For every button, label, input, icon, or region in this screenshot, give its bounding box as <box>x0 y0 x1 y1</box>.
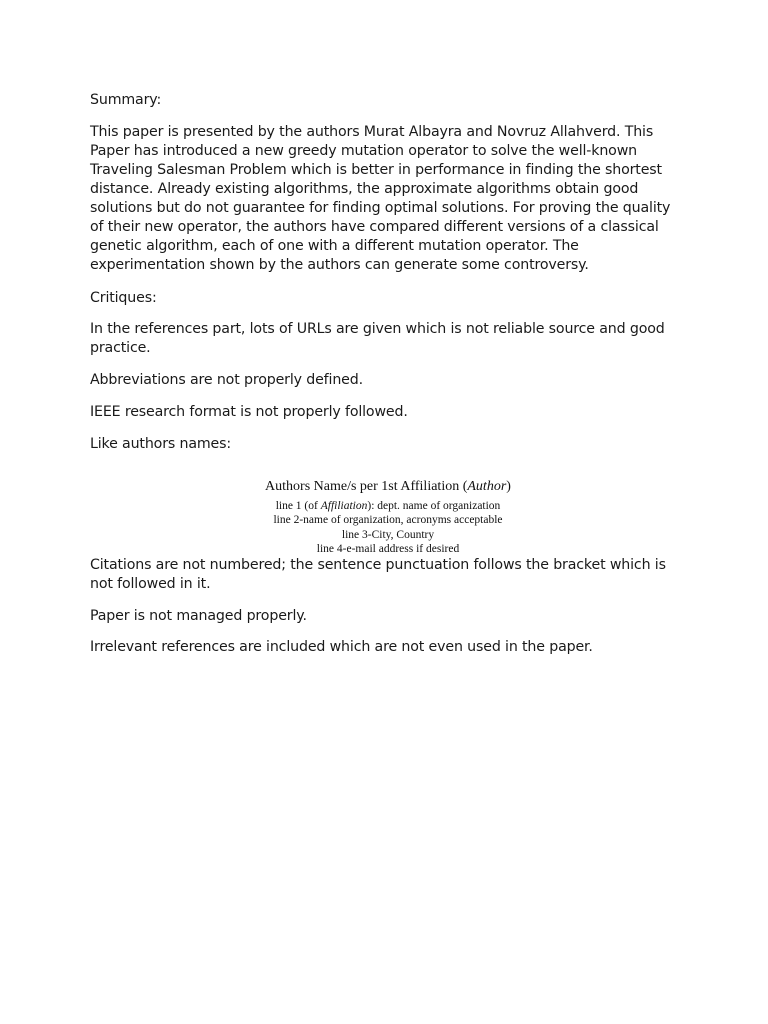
critique-authors-intro: Like authors names: <box>90 436 232 452</box>
affiliation-line-3: line 3-City, Country <box>341 529 435 541</box>
critique-citations: Citations are not numbered; the sentence punctuation follows the bracket which is not followed in it. <box>90 557 666 592</box>
author-affiliation-example <box>210 479 566 557</box>
affiliation-line-2: line 2-name of organization, acronyms acceptable <box>273 514 503 526</box>
critique-abbreviations: Abbreviations are not properly defined. <box>90 372 363 388</box>
author-title-prefix: Authors Name/s per 1st Affiliation ( <box>265 479 468 494</box>
summary-heading: Summary: <box>90 92 162 108</box>
critique-management: Paper is not managed properly. <box>90 608 307 624</box>
line1-prefix: line 1 (of <box>275 500 321 512</box>
affiliation-line-1 <box>210 499 566 513</box>
line1-suffix: ): dept. name of organization <box>367 500 501 512</box>
affiliation-line-4: line 4-e-mail address if desired <box>316 543 460 555</box>
critique-references: In the references part, lots of URLs are given which is not reliable source and good practice. <box>90 321 665 356</box>
critique-irrelevant-references: Irrelevant references are included which are not even used in the paper. <box>90 639 593 655</box>
summary-paragraph: This paper is presented by the authors Murat Albayra and Novruz Allahverd. This Paper has introduced a new greedy mutation operator to solve the well-known Traveling Salesman Problem which is better in performance in finding the shortest distance. Already existing algorithms, the approximate algorithms obtain good solutions but do not guarantee for finding optimal solutions. For proving the quality of their new operator, the authors have compared different versions of a classical genetic algorithm, each of one with a different mutation operator. The experimentation shown by the authors can generate some controversy. <box>90 124 671 273</box>
author-name-line <box>210 479 566 495</box>
author-title-italic: Author <box>467 479 507 494</box>
author-title-suffix: ) <box>506 479 511 494</box>
line1-italic: Affiliation <box>320 500 368 512</box>
critique-ieee-format: IEEE research format is not properly followed. <box>90 404 408 420</box>
critiques-heading: Critiques: <box>90 290 157 306</box>
